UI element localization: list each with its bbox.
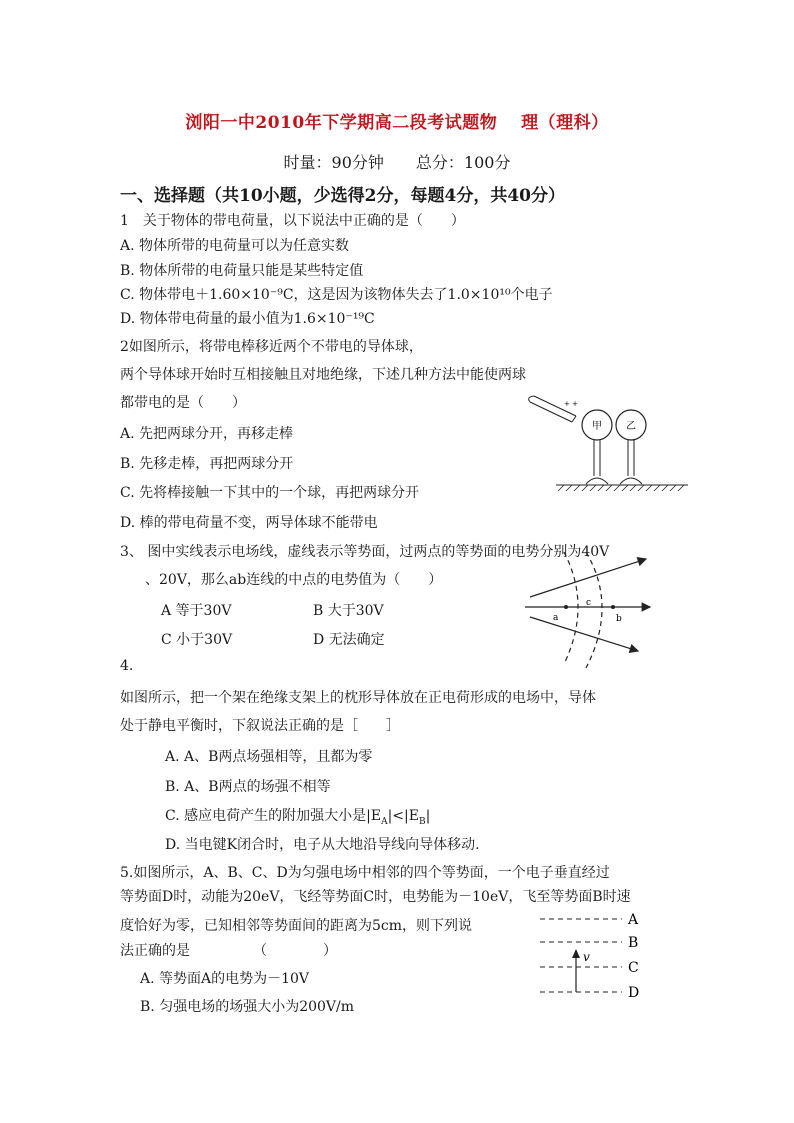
sphere-jia-label: 甲 bbox=[592, 421, 602, 432]
q4-option-d: D. 当电键K闭合时，电子从大地沿导线向导体移动. bbox=[165, 837, 480, 853]
surface-c-label: C bbox=[628, 960, 639, 976]
q3-stem-line2: 、20V，那么ab连线的中点的电势值为（ ） bbox=[145, 572, 443, 588]
velocity-label: v bbox=[583, 950, 590, 964]
q2-option-a: A. 先把两球分开，再移走棒 bbox=[120, 426, 294, 442]
q5-stem-line2: 等势面D时，动能为20eV，飞经等势面C时，电势能为－10eV，飞至等势面B时速 bbox=[120, 889, 631, 905]
q2-figure-conductor-spheres bbox=[520, 388, 692, 496]
q1-option-c: C. 物体带电＋1.60×10⁻⁹C，这是因为该物体失去了1.0×10¹⁰个电子 bbox=[120, 287, 553, 303]
point-c-label: c bbox=[586, 598, 592, 608]
q2-option-b: B. 先移走棒，再把两球分开 bbox=[120, 456, 294, 472]
section-heading: 一、选择题（共10小题，少选得2分，每题4分，共40分） bbox=[120, 186, 565, 206]
surface-b-label: B bbox=[628, 935, 639, 951]
surface-d-label: D bbox=[628, 985, 640, 1001]
q3-option-a: A 等于30V bbox=[161, 603, 232, 619]
q2-stem-line1: 2如图所示，将带电棒移近两个不带电的导体球， bbox=[120, 339, 423, 355]
q1-option-b: B. 物体所带的电荷量只能是某些特定值 bbox=[120, 263, 364, 279]
q5-stem-line3: 度恰好为零，已知相邻等势面间的距离为5cm，则下列说 bbox=[120, 918, 473, 934]
q1-option-d: D. 物体带电荷量的最小值为1.6×10⁻¹⁹C bbox=[120, 311, 375, 327]
point-a-label: a bbox=[553, 613, 559, 623]
q4-option-b: B. A、B两点的场强不相等 bbox=[165, 779, 331, 795]
q4-stem-line1: 如图所示，把一个架在绝缘支架上的枕形导体放在正电荷形成的电场中，导体 bbox=[120, 690, 596, 706]
q3-option-c: C 小于30V bbox=[161, 632, 233, 648]
q2-option-d: D. 棒的带电荷量不变，两导体球不能带电 bbox=[120, 515, 378, 531]
exam-info: 时量：90分钟 总分：100分 bbox=[283, 153, 511, 172]
svg-text:+ +: + + bbox=[564, 400, 578, 408]
point-b-label: b bbox=[616, 614, 622, 624]
surface-a-label: A bbox=[628, 912, 639, 928]
q1-option-a: A. 物体所带的电荷量可以为任意实数 bbox=[120, 238, 350, 254]
q4-option-c: C. 感应电荷产生的附加强大小是$|E_A|<|E_B|$ bbox=[165, 808, 431, 827]
q5-stem-line1: 5.如图所示，A、B、C、D为匀强电场中相邻的四个等势面，一个电子垂直经过 bbox=[120, 865, 610, 881]
q1-stem: 1 关于物体的带电荷量，以下说法中正确的是（ ） bbox=[120, 213, 465, 229]
q2-option-c: C. 先将棒接触一下其中的一个球，再把两球分开 bbox=[120, 485, 420, 501]
q4-stem-line2: 处于静电平衡时，下叙说法正确的是［ ］ bbox=[120, 718, 400, 734]
q5-figure-equipotential-surfaces bbox=[534, 910, 654, 1002]
q3-option-d: D 无法确定 bbox=[313, 632, 385, 648]
q5-stem-line4: 法正确的是 （ ） bbox=[120, 943, 337, 959]
q4-option-a: A. A、B两点场强相等，且都为零 bbox=[165, 749, 373, 765]
q3-figure-field-lines bbox=[520, 548, 680, 670]
q5-option-b: B. 匀强电场的场强大小为200V/m bbox=[140, 999, 355, 1015]
q2-stem-line2: 两个导体球开始时互相接触且对地绝缘，下述几种方法中能使两球 bbox=[120, 367, 526, 383]
q3-stem-line1: 3、 图中实线表示电场线，虚线表示等势面，过两点的等势面的电势分别为40V bbox=[120, 544, 610, 560]
q2-stem-line3: 都带电的是（ ） bbox=[120, 395, 246, 411]
q5-option-a: A. 等势面A的电势为－10V bbox=[140, 971, 310, 987]
page-title: 浏阳一中2010年下学期高二段考试题物 理（理科） bbox=[185, 113, 609, 133]
q4-number: 4. bbox=[120, 658, 134, 674]
q3-option-b: B 大于30V bbox=[313, 603, 384, 619]
sphere-yi-label: 乙 bbox=[626, 421, 636, 432]
